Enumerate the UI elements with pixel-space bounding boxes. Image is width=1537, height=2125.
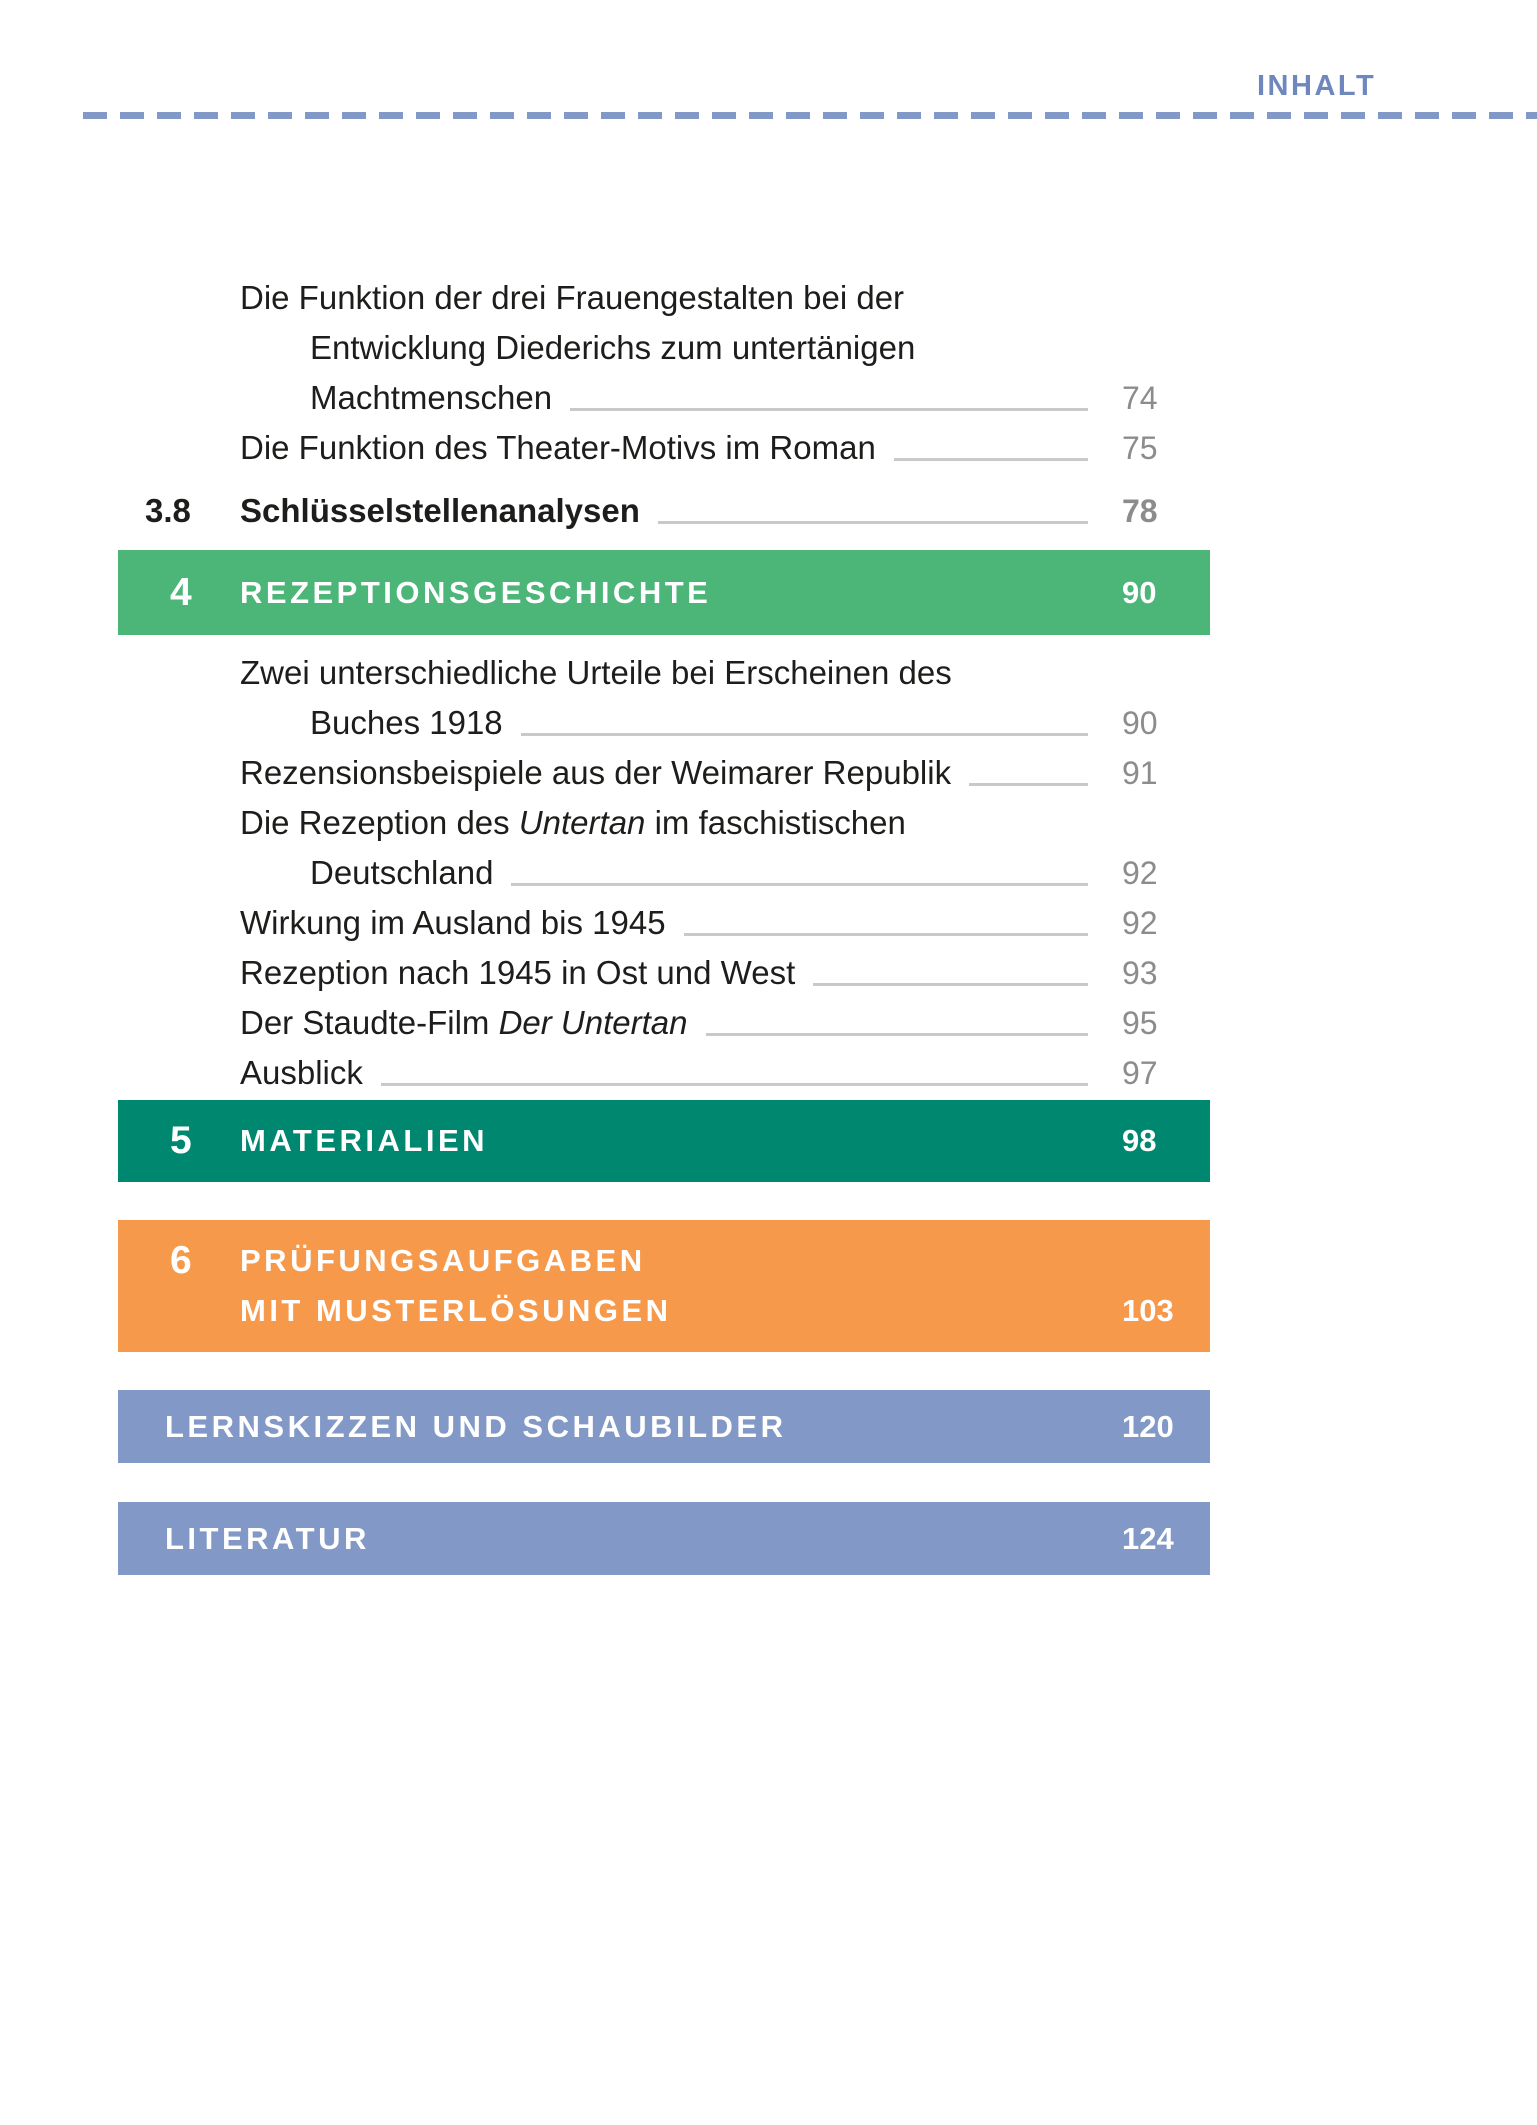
section-banner: [118, 1100, 1210, 1182]
toc-entry-line: [0, 848, 1210, 898]
section-title-line: PRÜFUNGSAUFGABEN: [240, 1243, 646, 1278]
toc-page-number: 75: [1122, 430, 1158, 466]
toc-entry-text: Machtmenschen: [310, 379, 553, 416]
toc-entry-text: Der Staudte-Film Der Untertan: [240, 1004, 688, 1041]
leader-line: [521, 733, 1088, 736]
toc-entry-text: Schlüsselstellenanalysen: [240, 492, 640, 529]
section-number: 6: [170, 1239, 192, 1282]
toc-entry-line: [0, 323, 1210, 373]
toc-entry-text: Die Funktion der drei Frauengestalten bei der: [240, 279, 905, 316]
toc-entry: [0, 423, 1210, 473]
toc-entry: [0, 486, 1210, 536]
toc-entry-text: Die Rezeption des Untertan im faschistischen: [240, 804, 906, 841]
toc-entry-line: [0, 748, 1210, 798]
toc-entry-line: [0, 998, 1210, 1048]
section-banner: [118, 1502, 1210, 1575]
toc-entry: [0, 998, 1210, 1048]
toc-entry: [0, 273, 1210, 423]
toc-page-number: 97: [1122, 1055, 1158, 1091]
leader-line: [511, 883, 1088, 886]
section-title-line: LITERATUR: [165, 1520, 370, 1556]
toc-entry-line: [0, 648, 1210, 698]
toc-page-number: 91: [1122, 755, 1158, 791]
toc-entry-text: Ausblick: [240, 1054, 363, 1091]
toc-entry-line: [0, 423, 1210, 473]
toc-entry-line: [0, 273, 1210, 323]
toc-page-number: 93: [1122, 955, 1158, 991]
leader-line: [570, 408, 1088, 411]
toc-entry: [0, 798, 1210, 898]
section-banner: [118, 1220, 1210, 1352]
toc-entry: [0, 898, 1210, 948]
section-title-line: LERNSKIZZEN UND SCHAUBILDER: [165, 1408, 787, 1444]
section-page-number: 103: [1122, 1293, 1174, 1328]
section-page-number: 120: [1122, 1408, 1174, 1444]
section-title: [240, 1116, 488, 1166]
section-title: [118, 1402, 787, 1452]
leader-line: [813, 983, 1088, 986]
section-title: [240, 1236, 672, 1336]
leader-line: [969, 783, 1088, 786]
section-page-number: 90: [1122, 574, 1157, 610]
toc-page-number: 92: [1122, 855, 1158, 891]
section-banner: [118, 550, 1210, 635]
toc-entry-text: Wirkung im Ausland bis 1945: [240, 904, 666, 941]
dashed-rule: [83, 112, 1537, 119]
leader-line: [706, 1033, 1089, 1036]
section-page-number: 98: [1122, 1123, 1157, 1158]
toc-entry-number: 3.8: [145, 492, 191, 529]
section-title: [118, 1514, 370, 1564]
section-title-line: MIT MUSTERLÖSUNGEN: [240, 1293, 672, 1328]
toc-page-number: 90: [1122, 705, 1158, 741]
leader-line: [381, 1083, 1088, 1086]
toc-page-number: 74: [1122, 380, 1158, 416]
toc-entry-line: [0, 898, 1210, 948]
toc-flow: [0, 273, 1210, 1575]
toc-entry-line: [0, 373, 1210, 423]
toc-entry: [0, 748, 1210, 798]
toc-entry-text: Buches 1918: [310, 704, 503, 741]
toc-entry-text: Zwei unterschiedliche Urteile bei Erscheinen des: [240, 654, 952, 691]
toc-entry-line: [0, 1048, 1210, 1098]
section-number: 4: [170, 570, 192, 614]
toc-entry-text: Rezensionsbeispiele aus der Weimarer Republik: [240, 754, 952, 791]
section-title-line: MATERIALIEN: [240, 1123, 489, 1158]
toc-entry-line: [0, 698, 1210, 748]
toc-entry: [0, 948, 1210, 998]
leader-line: [894, 458, 1088, 461]
toc-entry-line: [0, 948, 1210, 998]
toc-page-number: 78: [1122, 493, 1158, 529]
leader-line: [658, 521, 1088, 524]
toc-entry-list: [0, 648, 1210, 1098]
section-title-line: REZEPTIONSGESCHICHTE: [240, 574, 712, 610]
toc-entry-text: Deutschland: [310, 854, 494, 891]
toc-entry-text: Rezeption nach 1945 in Ost und West: [240, 954, 796, 991]
leader-line: [684, 933, 1088, 936]
toc-entry-text: Die Funktion des Theater-Motivs im Roman: [240, 429, 876, 466]
section-title: [240, 568, 711, 618]
section-page-number: 124: [1122, 1520, 1174, 1556]
toc-entry-list: [0, 273, 1210, 536]
toc-entry: [0, 648, 1210, 748]
section-banner: [118, 1390, 1210, 1463]
toc-page-number: 92: [1122, 905, 1158, 941]
toc-entry-line: [0, 798, 1210, 848]
toc-entry: [0, 1048, 1210, 1098]
toc-page-number: 95: [1122, 1005, 1158, 1041]
section-number: 5: [170, 1119, 192, 1162]
toc-entry-text: Entwicklung Diederichs zum untertänigen: [310, 329, 916, 366]
toc-entry-line: [0, 486, 1210, 536]
page-header-label: INHALT: [1257, 70, 1377, 102]
